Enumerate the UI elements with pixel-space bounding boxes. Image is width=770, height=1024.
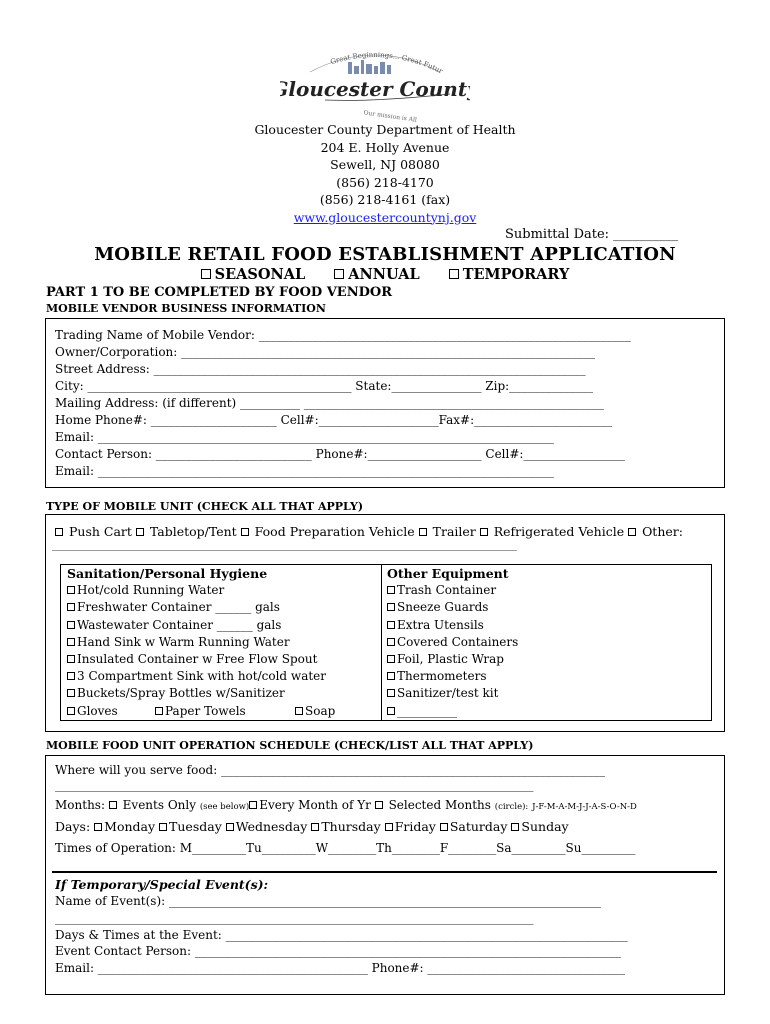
email-field[interactable]: Email: ____________________________________________________________________________: [55, 430, 554, 444]
svg-text:Great Beginnings... Great Futu: Great Beginnings... Great Futur: [329, 50, 444, 76]
checkbox[interactable]: [109, 801, 117, 809]
svg-text:Gloucester County: Gloucester County: [280, 77, 470, 101]
department-address: [0, 121, 770, 226]
sanitation-item[interactable]: 3 Compartment Sink with hot/cold water: [67, 668, 335, 685]
checkbox[interactable]: [136, 528, 144, 536]
checkbox[interactable]: [67, 655, 75, 663]
day-option[interactable]: Sunday: [511, 819, 568, 834]
checkbox[interactable]: [419, 528, 427, 536]
phone-fields[interactable]: Home Phone#: _____________________ Cell#:____________________Fax#:_______________________: [55, 413, 613, 427]
checkbox[interactable]: [295, 707, 303, 715]
checkbox[interactable]: [311, 823, 319, 831]
unit-other-underline[interactable]: _____________________________________________________________________________________________: [52, 540, 517, 551]
checkbox[interactable]: [55, 528, 63, 536]
checkbox[interactable]: [387, 655, 395, 663]
department-name: Gloucester County Department of Health: [254, 122, 516, 137]
checkbox[interactable]: [387, 586, 395, 594]
equipment-column: [387, 565, 518, 720]
sanitation-item[interactable]: Freshwater Container ______ gals: [67, 599, 335, 616]
months-selected[interactable]: Selected Months (circle): J-F-M-A-M-J-J-A-S-O-N-D: [375, 798, 637, 812]
checkbox[interactable]: [387, 707, 395, 715]
checkbox[interactable]: [67, 603, 75, 611]
serve-location-field-2[interactable]: _______________________________________________________________________________________: [55, 779, 534, 792]
form-title: MOBILE RETAIL FOOD ESTABLISHMENT APPLICATION: [94, 244, 676, 265]
checkbox[interactable]: [67, 586, 75, 594]
sanitation-item[interactable]: Buckets/Spray Bottles w/Sanitizer: [67, 685, 335, 702]
day-option[interactable]: Saturday: [440, 819, 508, 834]
unit-tabletop[interactable]: Tabletop/Tent: [136, 524, 237, 539]
option-annual[interactable]: ANNUAL: [334, 266, 419, 283]
equipment-table: [60, 564, 712, 721]
event-contact-field[interactable]: Event Contact Person: _______________________________________________________________________: [55, 944, 621, 958]
unit-food-prep[interactable]: Food Preparation Vehicle: [241, 524, 415, 539]
phone-number: (856) 218-4170: [336, 174, 434, 190]
submittal-date[interactable]: Submittal Date: __________: [505, 227, 679, 242]
application-type-options: [0, 266, 770, 283]
checkbox[interactable]: [375, 801, 383, 809]
days-row: [55, 818, 569, 835]
checkbox[interactable]: [241, 528, 249, 536]
column-divider: [381, 565, 382, 720]
unit-refrigerated[interactable]: Refrigerated Vehicle: [480, 524, 624, 539]
serve-location-field[interactable]: Where will you serve food: ________________________________________________________________: [55, 763, 606, 777]
temporary-event-heading: If Temporary/Special Event(s):: [55, 877, 269, 892]
event-email-phone-field[interactable]: Email: _____________________________________________ Phone#: _________________________________: [55, 961, 626, 975]
sanitation-item[interactable]: Hot/cold Running Water: [67, 582, 335, 599]
checkbox[interactable]: [67, 689, 75, 697]
months-row: [55, 797, 637, 814]
sanitation-column: [67, 565, 335, 720]
checkbox[interactable]: [387, 621, 395, 629]
city-address: Sewell, NJ 08080: [330, 157, 440, 172]
day-option[interactable]: Thursday: [311, 819, 380, 834]
street-address-field[interactable]: Street Address: ________________________________________________________________________: [55, 362, 586, 376]
event-days-times-field[interactable]: Days & Times at the Event: ___________________________________________________________________: [55, 928, 628, 942]
event-name-field-2[interactable]: _______________________________________________________________________________________: [55, 912, 534, 925]
part1-heading: PART 1 TO BE COMPLETED BY FOOD VENDOR: [46, 285, 392, 300]
days-label: Days:: [55, 819, 91, 834]
sanitation-last-row: [67, 703, 335, 720]
checkbox[interactable]: [334, 269, 344, 279]
owner-field[interactable]: Owner/Corporation: _____________________________________________________________________: [55, 345, 596, 359]
equipment-item[interactable]: Sneeze Guards: [387, 599, 518, 616]
checkbox[interactable]: [511, 823, 519, 831]
website-link[interactable]: www.gloucestercountynj.gov: [293, 209, 477, 225]
divider: [52, 871, 717, 873]
gloucester-county-logo: [280, 44, 470, 130]
equipment-item[interactable]: Thermometers: [387, 668, 518, 685]
checkbox[interactable]: [201, 269, 211, 279]
contact-email-field[interactable]: Email: ____________________________________________________________________________: [55, 464, 554, 478]
checkbox[interactable]: [67, 672, 75, 680]
checkbox[interactable]: [449, 269, 459, 279]
checkbox[interactable]: [67, 707, 75, 715]
checkbox[interactable]: [387, 689, 395, 697]
fax-number: (856) 218-4161 (fax): [319, 192, 451, 207]
option-temporary[interactable]: TEMPORARY: [449, 266, 570, 283]
checkbox[interactable]: [387, 638, 395, 646]
checkbox[interactable]: [159, 823, 167, 831]
day-option[interactable]: Tuesday: [159, 819, 222, 834]
equipment-item[interactable]: Covered Containers: [387, 634, 518, 651]
checkbox[interactable]: [67, 621, 75, 629]
sanitation-item[interactable]: Wastewater Container ______ gals: [67, 617, 335, 634]
checkbox[interactable]: [440, 823, 448, 831]
event-name-field[interactable]: Name of Event(s): ________________________________________________________________________: [55, 894, 601, 908]
equipment-item[interactable]: Extra Utensils: [387, 617, 518, 634]
checkbox[interactable]: [387, 603, 395, 611]
contact-person-field[interactable]: Contact Person: __________________________ Phone#:___________________ Cell#:_________________: [55, 447, 626, 461]
months-every[interactable]: Every Month of Yr: [249, 798, 371, 812]
checkbox[interactable]: [480, 528, 488, 536]
soap-option[interactable]: Soap: [295, 704, 335, 718]
equipment-heading: Other Equipment: [387, 566, 509, 581]
street-address: 204 E. Holly Avenue: [320, 139, 450, 155]
unit-type-options: [55, 523, 683, 540]
checkbox[interactable]: [67, 638, 75, 646]
checkbox[interactable]: [628, 528, 636, 536]
day-option[interactable]: Monday: [94, 819, 155, 834]
checkbox[interactable]: [387, 672, 395, 680]
option-seasonal[interactable]: SEASONAL: [201, 266, 306, 283]
months-label: Months:: [55, 798, 105, 812]
equipment-item[interactable]: __________: [387, 703, 518, 720]
unit-trailer[interactable]: Trailer: [419, 524, 476, 539]
unit-type-heading: TYPE OF MOBILE UNIT (CHECK ALL THAT APPLY): [46, 500, 364, 513]
sanitation-heading: Sanitation/Personal Hygiene: [67, 566, 268, 581]
schedule-heading: MOBILE FOOD UNIT OPERATION SCHEDULE (CHECK/LIST ALL THAT APPLY): [46, 739, 534, 752]
svg-text:Our mission is All: Our mission is All: [363, 109, 418, 124]
unit-push-cart[interactable]: Push Cart: [55, 524, 132, 539]
months-events-only[interactable]: Events Only (see below): [109, 798, 249, 812]
equipment-item[interactable]: Trash Container: [387, 582, 518, 599]
equipment-item[interactable]: Sanitizer/test kit: [387, 685, 518, 702]
checkbox[interactable]: [249, 801, 257, 809]
mailing-address-field[interactable]: Mailing Address: (if different) __________ __________________________________________________: [55, 396, 604, 410]
checkbox[interactable]: [155, 707, 163, 715]
checkbox[interactable]: [385, 823, 393, 831]
times-of-operation-field[interactable]: Times of Operation: M_________Tu_________W________Th________F________Sa_________Su_________: [55, 841, 636, 855]
gloves-option[interactable]: Gloves: [67, 703, 155, 720]
checkbox[interactable]: [94, 823, 102, 831]
city-state-zip-field[interactable]: City: ____________________________________________ State:_______________ Zip:______________: [55, 379, 594, 393]
checkbox[interactable]: [226, 823, 234, 831]
paper-towels-option[interactable]: Paper Towels: [155, 703, 295, 720]
day-option[interactable]: Wednesday: [226, 819, 308, 834]
day-option[interactable]: Friday: [385, 819, 436, 834]
trading-name-field[interactable]: Trading Name of Mobile Vendor: ______________________________________________________________: [55, 328, 631, 342]
sanitation-item[interactable]: Insulated Container w Free Flow Spout: [67, 651, 335, 668]
business-info-heading: MOBILE VENDOR BUSINESS INFORMATION: [46, 302, 326, 315]
unit-other[interactable]: Other:: [628, 524, 683, 539]
sanitation-item[interactable]: Hand Sink w Warm Running Water: [67, 634, 335, 651]
equipment-item[interactable]: Foil, Plastic Wrap: [387, 651, 518, 668]
